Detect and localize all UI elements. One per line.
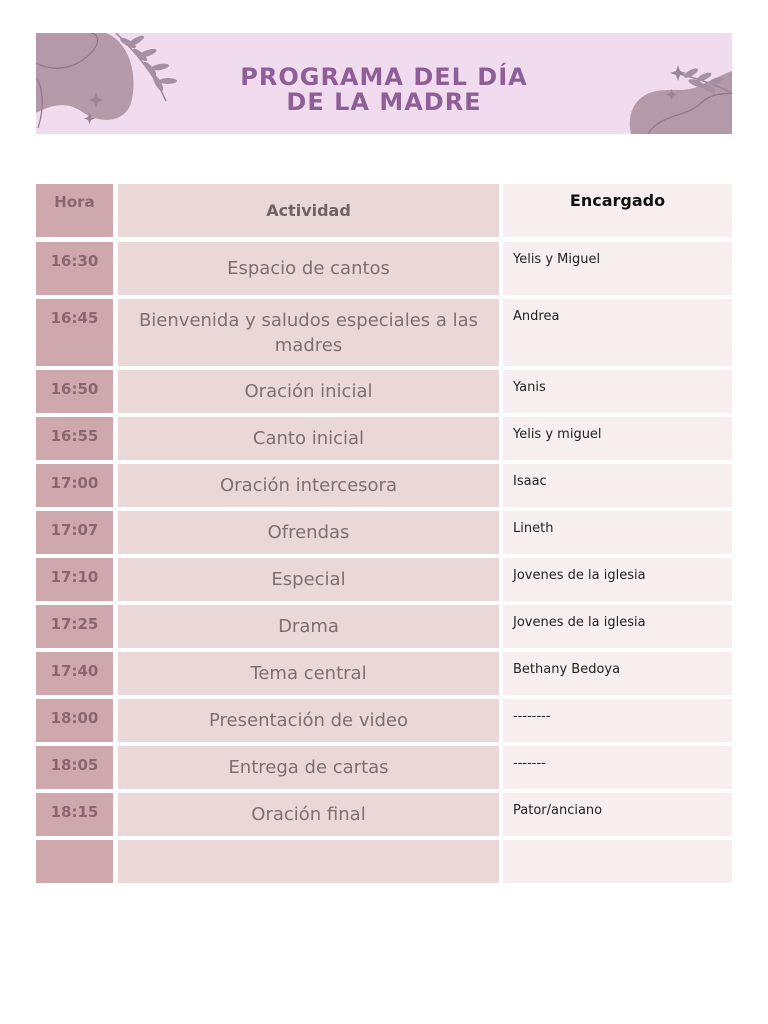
cell-encargado: ------- [503,746,732,789]
cell-hora: 18:05 [36,746,113,789]
table-row [36,299,732,366]
title-line-1: PROGRAMA DEL DÍA [240,63,528,91]
cell-actividad: Bienvenida y saludos especiales a las madres [118,299,499,366]
cell-actividad: Canto inicial [118,417,499,460]
table-row [36,652,732,695]
cell-encargado: Lineth [503,511,732,554]
column-header-actividad: Actividad [118,184,499,237]
cell-encargado [503,840,732,883]
column-header-encargado: Encargado [503,184,732,237]
cell-encargado: Isaac [503,464,732,507]
cell-hora: 17:40 [36,652,113,695]
column-header-hora: Hora [36,184,113,237]
cell-encargado: Jovenes de la iglesia [503,605,732,648]
cell-actividad: Presentación de video [118,699,499,742]
cell-actividad: Entrega de cartas [118,746,499,789]
cell-actividad: Especial [118,558,499,601]
cell-hora: 18:15 [36,793,113,836]
cell-actividad [118,840,499,883]
cell-encargado: Bethany Bedoya [503,652,732,695]
table-row [36,417,732,460]
cell-encargado: Yanis [503,370,732,413]
cell-hora: 18:00 [36,699,113,742]
cell-actividad: Oración intercesora [118,464,499,507]
cell-actividad: Drama [118,605,499,648]
table-row [36,511,732,554]
cell-encargado: Yelis y Miguel [503,242,732,295]
table-row [36,746,732,789]
cell-hora: 17:10 [36,558,113,601]
cell-actividad: Oración final [118,793,499,836]
cell-hora: 16:45 [36,299,113,366]
header-banner [36,33,732,134]
cell-encargado: Jovenes de la iglesia [503,558,732,601]
table-row [36,793,732,836]
cell-hora: 17:25 [36,605,113,648]
table-row [36,370,732,413]
table-row [36,699,732,742]
table-row [36,558,732,601]
cell-encargado: Yelis y miguel [503,417,732,460]
table-row [36,242,732,295]
cell-actividad: Oración inicial [118,370,499,413]
cell-hora: 16:30 [36,242,113,295]
table-row [36,840,732,883]
title-line-2: DE LA MADRE [286,88,482,116]
cell-actividad: Espacio de cantos [118,242,499,295]
cell-actividad: Tema central [118,652,499,695]
cell-actividad: Ofrendas [118,511,499,554]
table-row [36,605,732,648]
cell-hora: 16:50 [36,370,113,413]
cell-hora [36,840,113,883]
cell-encargado: Andrea [503,299,732,366]
table-header-row [36,184,732,237]
cell-hora: 16:55 [36,417,113,460]
cell-hora: 17:00 [36,464,113,507]
cell-encargado: Pator/anciano [503,793,732,836]
cell-encargado: -------- [503,699,732,742]
page-title [36,65,732,115]
table-row [36,464,732,507]
cell-hora: 17:07 [36,511,113,554]
